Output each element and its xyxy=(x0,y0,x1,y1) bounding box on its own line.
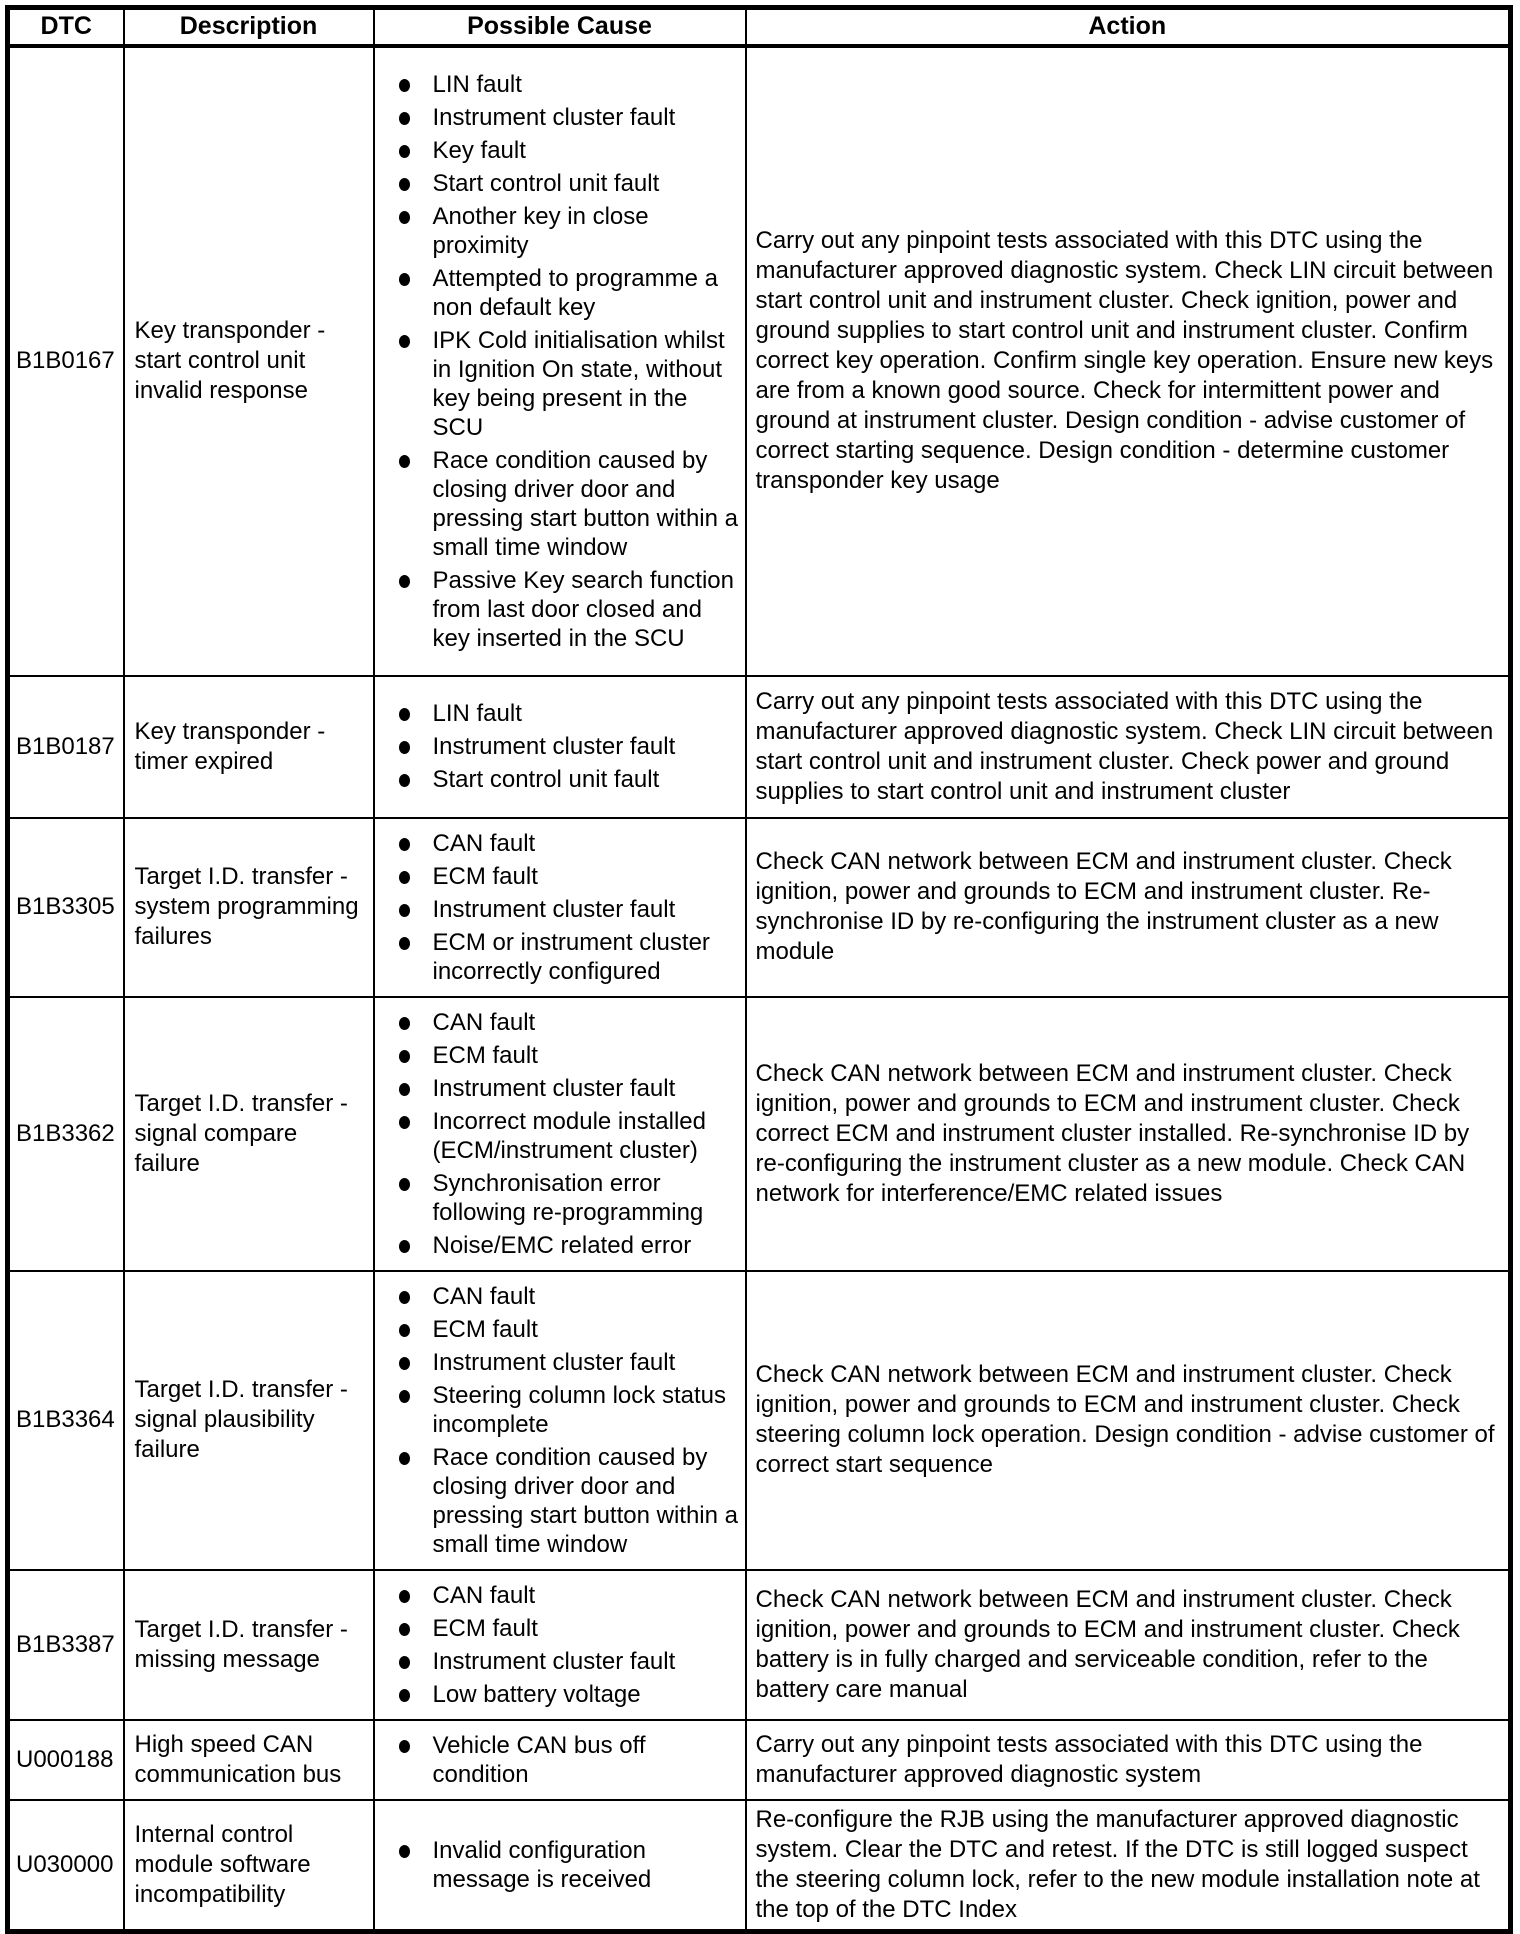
cause-item xyxy=(375,169,739,198)
bullet-icon xyxy=(399,575,410,588)
cause-text: Another key in close proximity xyxy=(432,202,649,259)
cause-text: CAN fault xyxy=(432,1282,536,1310)
dtc-code-cell: B1B0167 xyxy=(8,46,124,676)
cause-item xyxy=(375,1348,739,1377)
dtc-code-cell: B1B3364 xyxy=(8,1271,124,1570)
table-row xyxy=(8,676,1511,818)
cause-item xyxy=(375,1282,739,1311)
dtc-table xyxy=(5,5,1513,1934)
cause-text: ECM fault xyxy=(432,1315,538,1343)
table-row xyxy=(8,997,1511,1271)
cause-text: Incorrect module installed (ECM/instrument cluster) xyxy=(432,1107,706,1164)
cause-item xyxy=(375,136,739,165)
bullet-icon xyxy=(399,112,410,125)
cause-text: Steering column lock status incomplete xyxy=(432,1381,726,1438)
cause-item xyxy=(375,1008,739,1037)
possible-cause-cell xyxy=(374,1271,746,1570)
table-body xyxy=(8,46,1511,1932)
cause-text: ECM fault xyxy=(432,1041,538,1069)
cause-item xyxy=(375,326,739,442)
bullet-icon xyxy=(399,455,410,468)
cause-text: Instrument cluster fault xyxy=(432,1348,676,1376)
bullet-icon xyxy=(399,1590,410,1603)
cause-item xyxy=(375,1107,739,1165)
table-row xyxy=(8,46,1511,676)
dtc-code-cell: B1B3387 xyxy=(8,1570,124,1720)
bullet-icon xyxy=(399,1324,410,1337)
cause-text: IPK Cold initialisation whilst in Ignition On state, without key being present in the SCU xyxy=(432,326,725,441)
column-header: Action xyxy=(746,8,1511,46)
bullet-icon xyxy=(399,211,410,224)
dtc-code-cell: U000188 xyxy=(8,1720,124,1800)
column-header: Description xyxy=(124,8,374,46)
column-header: DTC xyxy=(8,8,124,46)
cause-item xyxy=(375,1315,739,1344)
cause-text: CAN fault xyxy=(432,1581,536,1609)
cause-item xyxy=(375,1680,739,1709)
bullet-icon xyxy=(399,1240,410,1253)
action-cell: Carry out any pinpoint tests associated with this DTC using the manufacturer approved diagnostic system xyxy=(746,1720,1511,1800)
cause-text: Race condition caused by closing driver door and pressing start button within a small time window xyxy=(432,446,738,561)
table-header-row xyxy=(8,8,1511,46)
table-row xyxy=(8,818,1511,997)
table-row xyxy=(8,1720,1511,1800)
possible-cause-cell xyxy=(374,997,746,1271)
description-cell: High speed CAN communication bus xyxy=(124,1720,374,1800)
cause-text: Synchronisation error following re-programming xyxy=(432,1169,704,1226)
cause-item xyxy=(375,202,739,260)
cause-item xyxy=(375,70,739,99)
cause-text: Vehicle CAN bus off condition xyxy=(432,1731,646,1788)
possible-cause-cell xyxy=(374,1570,746,1720)
action-cell: Re-configure the RJB using the manufacturer approved diagnostic system. Clear the DTC and retest. If the DTC is still logged suspect the steering column lock, refer to the new module installation note at the top of the DTC Index xyxy=(746,1800,1511,1932)
cause-item xyxy=(375,1443,739,1559)
cause-item xyxy=(375,264,739,322)
cause-text: Invalid configuration message is received xyxy=(432,1836,652,1893)
cause-item xyxy=(375,1074,739,1103)
cause-item xyxy=(375,1231,739,1260)
description-cell: Target I.D. transfer - missing message xyxy=(124,1570,374,1720)
cause-text: ECM fault xyxy=(432,1614,538,1642)
dtc-code-cell: B1B0187 xyxy=(8,676,124,818)
bullet-icon xyxy=(399,335,410,348)
cause-item xyxy=(375,928,739,986)
possible-cause-cell xyxy=(374,1800,746,1932)
action-cell: Carry out any pinpoint tests associated with this DTC using the manufacturer approved diagnostic system. Check LIN circuit between start control unit and instrument cluster. Check power and ground supplies to start control unit and instrument cluster xyxy=(746,676,1511,818)
description-cell: Key transponder - timer expired xyxy=(124,676,374,818)
cause-text: Instrument cluster fault xyxy=(432,733,676,760)
bullet-icon xyxy=(399,178,410,191)
dtc-code-cell: B1B3362 xyxy=(8,997,124,1271)
cause-text: Attempted to programme a non default key xyxy=(432,264,718,321)
possible-cause-cell xyxy=(374,676,746,818)
cause-text: Instrument cluster fault xyxy=(432,1074,676,1102)
bullet-icon xyxy=(399,1083,410,1096)
cause-text: CAN fault xyxy=(432,829,536,857)
cause-item xyxy=(375,1381,739,1439)
bullet-icon xyxy=(399,741,410,754)
cause-text: ECM fault xyxy=(432,862,538,890)
cause-text: Start control unit fault xyxy=(432,169,660,197)
cause-text: LIN fault xyxy=(432,70,522,98)
action-cell: Check CAN network between ECM and instrument cluster. Check ignition, power and grounds to ECM and instrument cluster. Check steering column lock operation. Design condition - advise customer of correct start sequence xyxy=(746,1271,1511,1570)
cause-text: Start control unit fault xyxy=(432,766,660,793)
cause-item xyxy=(375,1169,739,1227)
cause-item xyxy=(375,1836,739,1894)
column-header: Possible Cause xyxy=(374,8,746,46)
bullet-icon xyxy=(399,1845,410,1858)
possible-cause-cell xyxy=(374,818,746,997)
bullet-icon xyxy=(399,1050,410,1063)
cause-text: Race condition caused by closing driver door and pressing start button within a small time window xyxy=(432,1443,738,1558)
bullet-icon xyxy=(399,1178,410,1191)
bullet-icon xyxy=(399,1291,410,1304)
bullet-icon xyxy=(399,1116,410,1129)
cause-item xyxy=(375,566,739,653)
cause-item xyxy=(375,895,739,924)
action-cell: Check CAN network between ECM and instrument cluster. Check ignition, power and grounds to ECM and instrument cluster. Check correct ECM and instrument cluster installed. Re-synchronise ID by re-configuring the instrument cluster as a new module. Check CAN network for interference/EMC related issues xyxy=(746,997,1511,1271)
cause-item xyxy=(375,732,739,761)
dtc-code-cell: B1B3305 xyxy=(8,818,124,997)
cause-text: Key fault xyxy=(432,136,526,164)
description-cell: Target I.D. transfer - signal compare failure xyxy=(124,997,374,1271)
bullet-icon xyxy=(399,1452,410,1465)
bullet-icon xyxy=(399,1656,410,1669)
bullet-icon xyxy=(399,871,410,884)
bullet-icon xyxy=(399,145,410,158)
cause-text: Instrument cluster fault xyxy=(432,895,676,923)
cause-item xyxy=(375,1647,739,1676)
cause-text: Passive Key search function from last door closed and key inserted in the SCU xyxy=(432,566,734,652)
cause-item xyxy=(375,446,739,562)
cause-item xyxy=(375,103,739,132)
cause-item xyxy=(375,1731,739,1789)
bullet-icon xyxy=(399,1390,410,1403)
cause-text: ECM or instrument cluster incorrectly configured xyxy=(432,928,710,985)
description-cell: Internal control module software incompatibility xyxy=(124,1800,374,1932)
table-row xyxy=(8,1570,1511,1720)
cause-text: Instrument cluster fault xyxy=(432,1647,676,1675)
cause-item xyxy=(375,1041,739,1070)
table-row xyxy=(8,1271,1511,1570)
bullet-icon xyxy=(399,1740,410,1753)
cause-item xyxy=(375,699,739,728)
table-row xyxy=(8,1800,1511,1932)
description-cell: Key transponder - start control unit invalid response xyxy=(124,46,374,676)
action-cell: Check CAN network between ECM and instrument cluster. Check ignition, power and grounds to ECM and instrument cluster. Re-synchronise ID by re-configuring the instrument cluster as a new module xyxy=(746,818,1511,997)
bullet-icon xyxy=(399,774,410,787)
bullet-icon xyxy=(399,1017,410,1030)
cause-item xyxy=(375,1614,739,1643)
description-cell: Target I.D. transfer - signal plausibility failure xyxy=(124,1271,374,1570)
bullet-icon xyxy=(399,904,410,917)
dtc-code-cell: U030000 xyxy=(8,1800,124,1932)
bullet-icon xyxy=(399,273,410,286)
cause-text: Instrument cluster fault xyxy=(432,103,676,131)
description-cell: Target I.D. transfer - system programming failures xyxy=(124,818,374,997)
possible-cause-cell xyxy=(374,1720,746,1800)
bullet-icon xyxy=(399,1357,410,1370)
cause-item xyxy=(375,862,739,891)
cause-text: LIN fault xyxy=(432,700,522,727)
cause-text: Noise/EMC related error xyxy=(432,1231,692,1259)
bullet-icon xyxy=(399,708,410,721)
cause-item xyxy=(375,765,739,794)
bullet-icon xyxy=(399,937,410,950)
cause-item xyxy=(375,1581,739,1610)
cause-text: Low battery voltage xyxy=(432,1680,641,1708)
cause-item xyxy=(375,829,739,858)
possible-cause-cell xyxy=(374,46,746,676)
bullet-icon xyxy=(399,1689,410,1702)
action-cell: Check CAN network between ECM and instrument cluster. Check ignition, power and grounds to ECM and instrument cluster. Check battery is in fully charged and serviceable condition, refer to the battery care manual xyxy=(746,1570,1511,1720)
bullet-icon xyxy=(399,79,410,92)
cause-text: CAN fault xyxy=(432,1008,536,1036)
action-cell: Carry out any pinpoint tests associated with this DTC using the manufacturer approved diagnostic system. Check LIN circuit between start control unit and instrument cluster. Check ignition, power and ground supplies to start control unit and instrument cluster. Confirm correct key operation. Confirm single key operation. Ensure new keys are from a known good source. Check for intermittent power and ground at instrument cluster. Design condition - advise customer of correct starting sequence. Design condition - determine customer transponder key usage xyxy=(746,46,1511,676)
bullet-icon xyxy=(399,838,410,851)
bullet-icon xyxy=(399,1623,410,1636)
